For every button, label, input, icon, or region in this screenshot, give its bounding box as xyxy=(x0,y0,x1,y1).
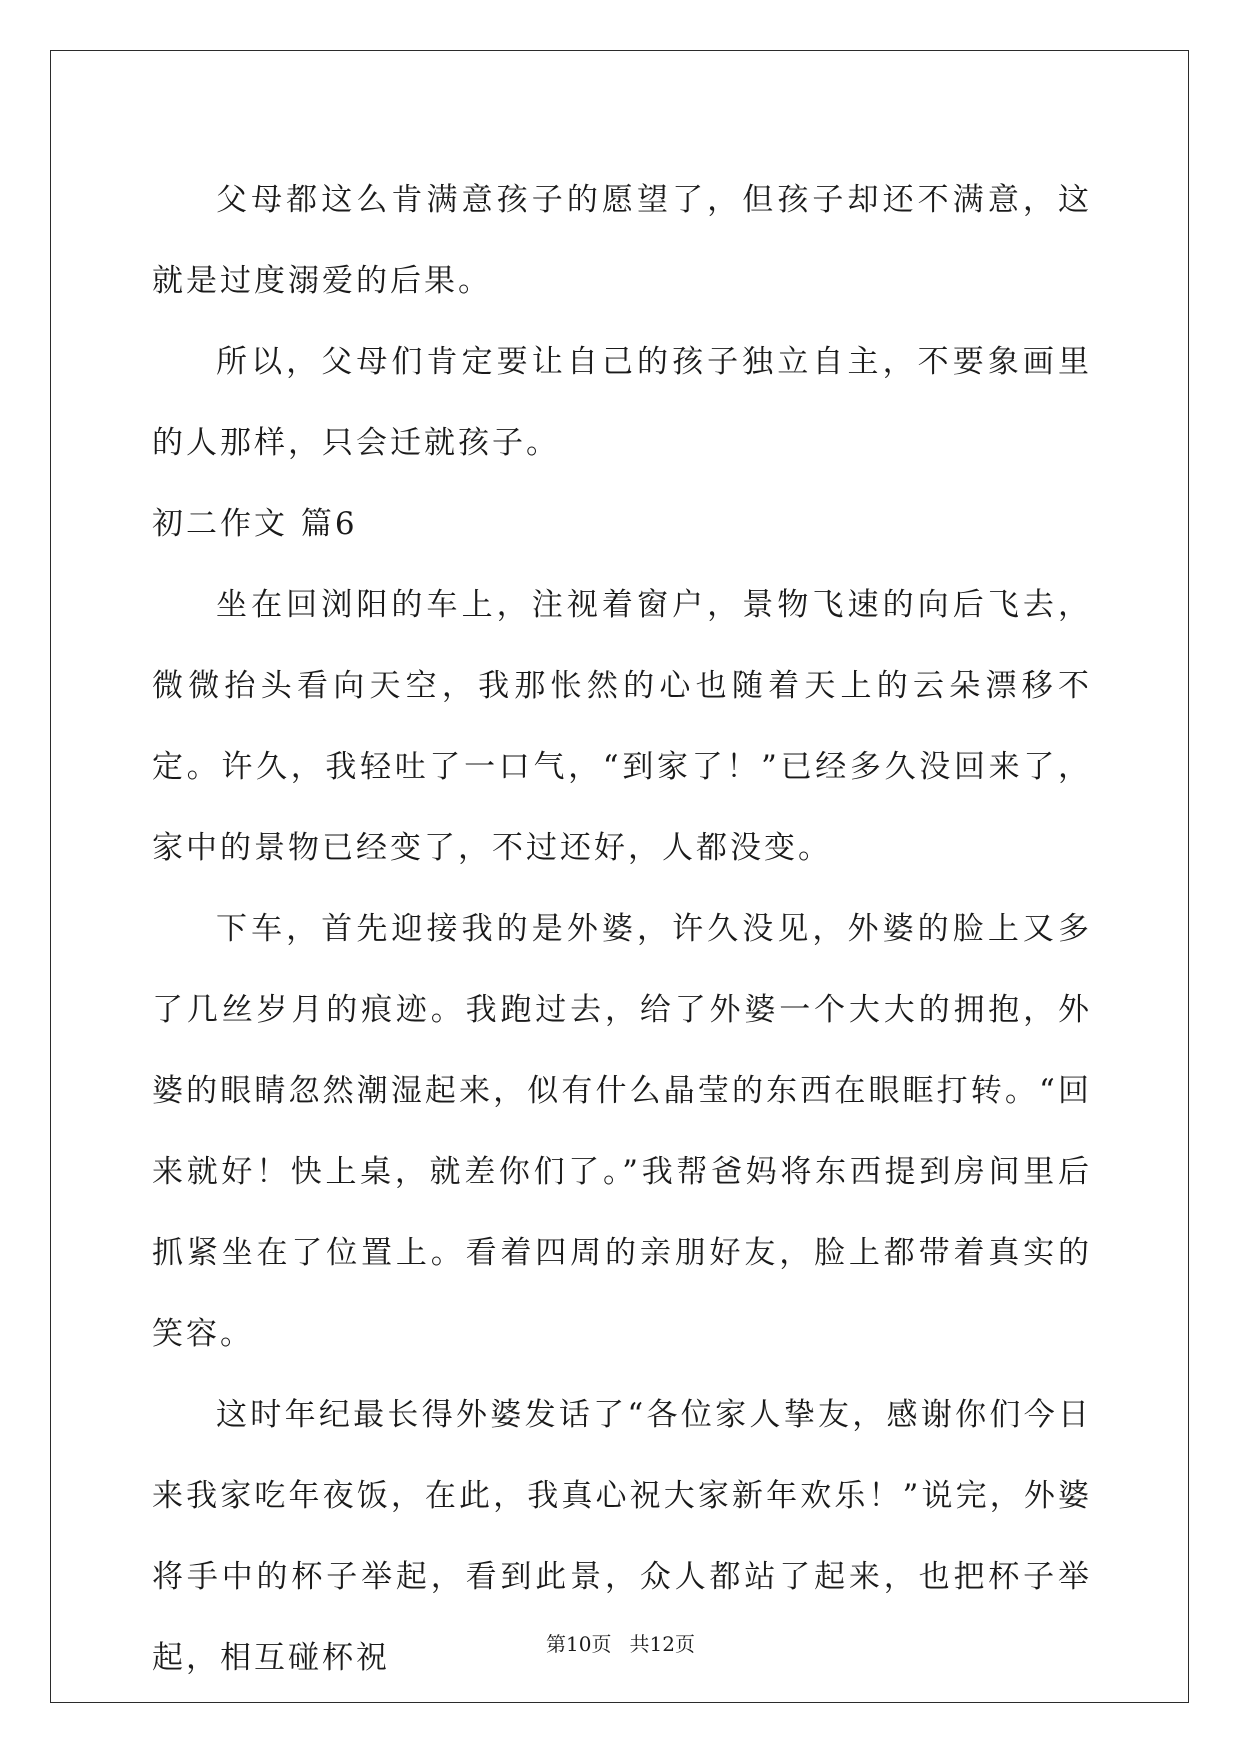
paragraph-1: 父母都这么肯满意孩子的愿望了，但孩子却还不满意，这就是过度溺爱的后果。 xyxy=(152,182,1092,299)
paragraph-2: 所以，父母们肯定要让自己的孩子独立自主，不要象画里的人那样，只会迁就孩子。 xyxy=(152,344,1092,461)
document-body xyxy=(152,160,1092,1699)
paragraph-3: 坐在回浏阳的车上，注视着窗户，景物飞速的向后飞去，微微抬头看向天空，我那怅然的心也随着天上的云朵漂移不定。许久，我轻吐了一口气，“到家了！”已经多久没回来了，家中的景物已经变了，不过还好，人都没变。 xyxy=(152,587,1092,866)
paragraph-4: 下车，首先迎接我的是外婆，许久没见，外婆的脸上又多了几丝岁月的痕迹。我跑过去，给了外婆一个大大的拥抱，外婆的眼睛忽然潮湿起来，似有什么晶莹的东西在眼眶打转。“回来就好！快上桌，就差你们了。”我帮爸妈将东西提到房间里后抓紧坐在了位置上。看着四周的亲朋好友，脸上都带着真实的笑容。 xyxy=(152,911,1092,1352)
section-heading: 初二作文 篇6 xyxy=(152,506,358,542)
paragraph-5: 这时年纪最长得外婆发话了“各位家人挚友，感谢你们今日来我家吃年夜饭，在此，我真心祝大家新年欢乐！”说完，外婆将手中的杯子举起，看到此景，众人都站了起来，也把杯子举起，相互碰杯祝 xyxy=(152,1397,1092,1676)
page-total: 共12页 xyxy=(629,1632,695,1656)
page-footer xyxy=(0,1631,1241,1657)
page-number: 第10页 xyxy=(546,1632,612,1656)
